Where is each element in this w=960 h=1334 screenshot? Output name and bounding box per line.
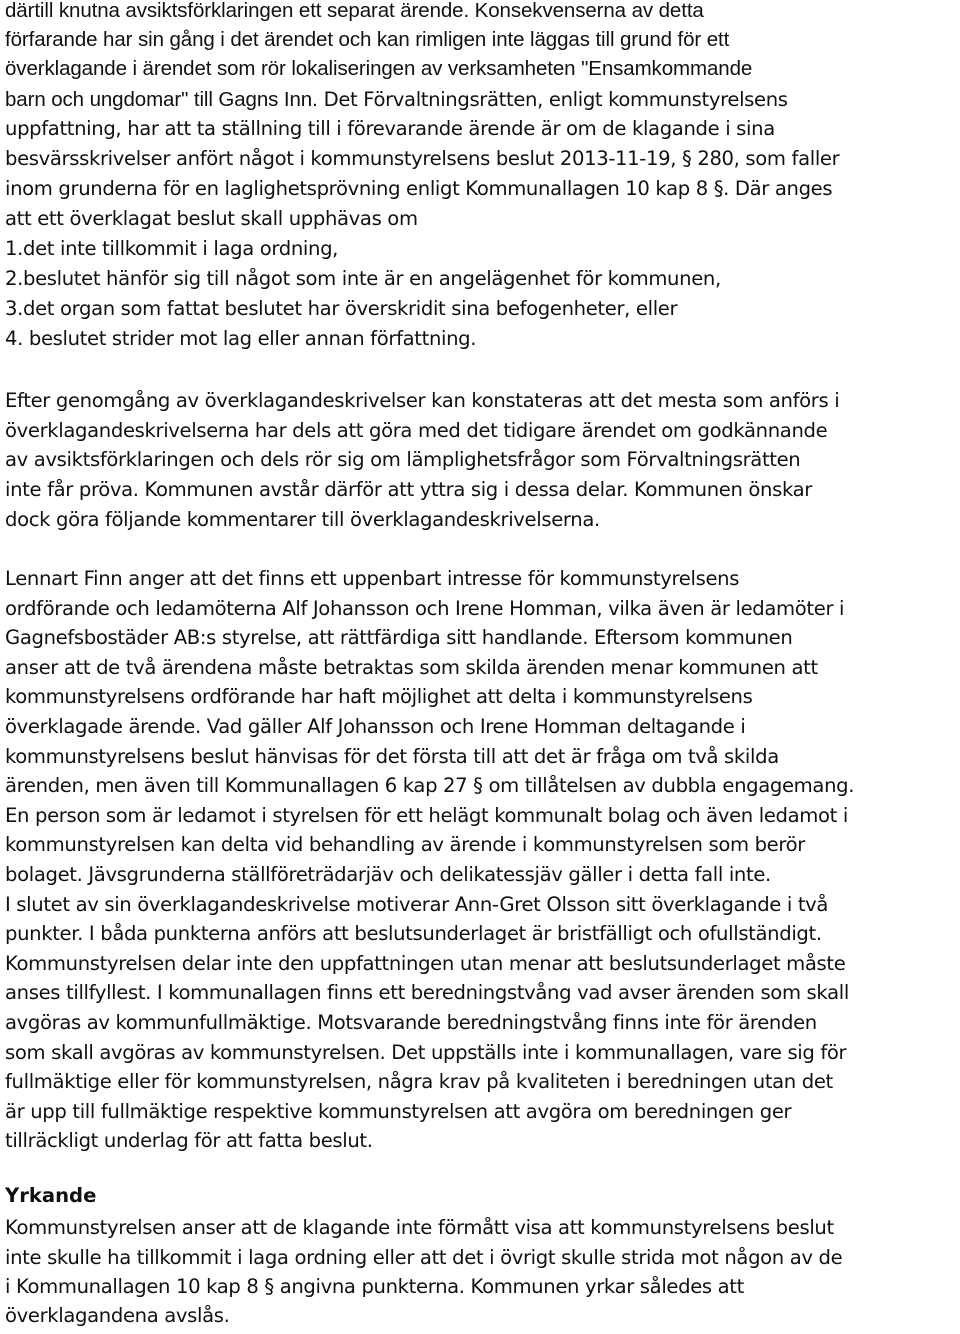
text-line: En person som är ledamot i styrelsen för ett helägt kommunalt bolag och även ledamot i — [5, 804, 848, 827]
text-line: uppfattning, har att ta ställning till i förevarande ärende är om de klagande i sina — [5, 117, 775, 140]
text-line: dock göra följande kommentarer till överklagandeskrivelserna. — [5, 508, 600, 531]
text-line: inom grunderna för en laglighetsprövning enligt Kommunallagen 10 kap 8 §. Där anges — [5, 177, 833, 200]
text-line: som skall avgöras av kommunstyrelsen. Det uppställs inte i kommunallagen, vare sig för — [5, 1041, 847, 1064]
list-item: 3.det organ som fattat beslutet har överskridit sina befogenheter, eller — [5, 297, 678, 320]
text-line: bolaget. Jävsgrunderna ställföreträdarjäv och delikatessjäv gäller i detta fall inte. — [5, 863, 771, 886]
text-line: fullmäktige eller för kommunstyrelsen, några krav på kvaliteten i beredningen utan det — [5, 1070, 833, 1093]
text-line: Kommunstyrelsen delar inte den uppfattningen utan menar att beslutsunderlaget måste — [5, 952, 846, 975]
text-line: inte får pröva. Kommunen avstår därför att yttra sig i dessa delar. Kommunen önskar — [5, 478, 812, 501]
text-line: överklagandeskrivelserna har dels att göra med det tidigare ärendet om godkännande — [5, 419, 828, 442]
text-line: Efter genomgång av överklagandeskrivelser kan konstateras att det mesta som anförs i — [5, 389, 840, 412]
text-line: anses tillfyllest. I kommunallagen finns ett beredningstvång vad avser ärenden som skall — [5, 981, 849, 1004]
text-line-mixed — [5, 85, 788, 113]
list-item: 2.beslutet hänför sig till något som inte är en angelägenhet för kommunen, — [5, 267, 721, 290]
text-line: överklagade ärende. Vad gäller Alf Johansson och Irene Homman deltagande i — [5, 715, 746, 738]
text-span: barn och ungdomar" till Gagns Inn. — [5, 88, 318, 111]
text-line: tillräckligt underlag för att fatta beslut. — [5, 1129, 373, 1152]
text-line: ordförande och ledamöterna Alf Johansson och Irene Homman, vilka även är ledamöter i — [5, 597, 845, 620]
text-line: därtill knutna avsiktsförklaringen ett separat ärende. Konsekvenserna av detta — [5, 0, 704, 22]
text-line: Lennart Finn anger att det finns ett uppenbart intresse för kommunstyrelsens — [5, 567, 740, 590]
text-line: kommunstyrelsens ordförande har haft möjlighet att delta i kommunstyrelsens — [5, 685, 753, 708]
text-line: kommunstyrelsens beslut hänvisas för det första till att det är fråga om två skilda — [5, 745, 779, 768]
text-line: överklagande i ärendet som rör lokaliseringen av verksamheten "Ensamkommande — [5, 57, 753, 80]
text-line: förfarande har sin gång i det ärendet och kan rimligen inte läggas till grund för ett — [5, 28, 730, 51]
text-line: avgöras av kommunfullmäktige. Motsvarande beredningstvång finns inte för ärenden — [5, 1011, 817, 1034]
text-line: besvärsskrivelser anfört något i kommunstyrelsens beslut 2013-11-19, § 280, som faller — [5, 147, 840, 170]
text-line: ärenden, men även till Kommunallagen 6 kap 27 § om tillåtelsen av dubbla engagemang. — [5, 774, 855, 797]
text-span: Det Förvaltningsrätten, enligt kommunstyrelsens — [317, 88, 788, 111]
text-line: anser att de två ärendena måste betraktas som skilda ärenden menar kommunen att — [5, 656, 818, 679]
text-line: inte skulle ha tillkommit i laga ordning eller att det i övrigt skulle strida mot någon av de — [5, 1246, 843, 1269]
list-item: 1.det inte tillkommit i laga ordning, — [5, 237, 339, 260]
text-line: överklagandena avslås. — [5, 1304, 230, 1327]
text-line: Gagnefsbostäder AB:s styrelse, att rättfärdiga sitt handlande. Eftersom kommunen — [5, 626, 793, 649]
text-line: kommunstyrelsen kan delta vid behandling av ärende i kommunstyrelsen som berör — [5, 833, 805, 856]
text-line: är upp till fullmäktige respektive kommunstyrelsen att avgöra om beredningen ger — [5, 1100, 792, 1123]
text-line: i Kommunallagen 10 kap 8 § angivna punkterna. Kommunen yrkar således att — [5, 1275, 744, 1298]
text-line: att ett överklagat beslut skall upphävas om — [5, 207, 418, 230]
list-item: 4. beslutet strider mot lag eller annan författning. — [5, 327, 477, 350]
text-line: punkter. I båda punkterna anförs att beslutsunderlaget är bristfälligt och ofullständigt. — [5, 922, 822, 945]
text-line: I slutet av sin överklagandeskrivelse motiverar Ann-Gret Olsson sitt överklagande i två — [5, 893, 829, 916]
text-line: av avsiktsförklaringen och dels rör sig om lämplighetsfrågor som Förvaltningsrätten — [5, 448, 801, 471]
section-heading: Yrkande — [5, 1184, 97, 1207]
text-line: Kommunstyrelsen anser att de klagande inte förmått visa att kommunstyrelsens beslut — [5, 1216, 834, 1239]
